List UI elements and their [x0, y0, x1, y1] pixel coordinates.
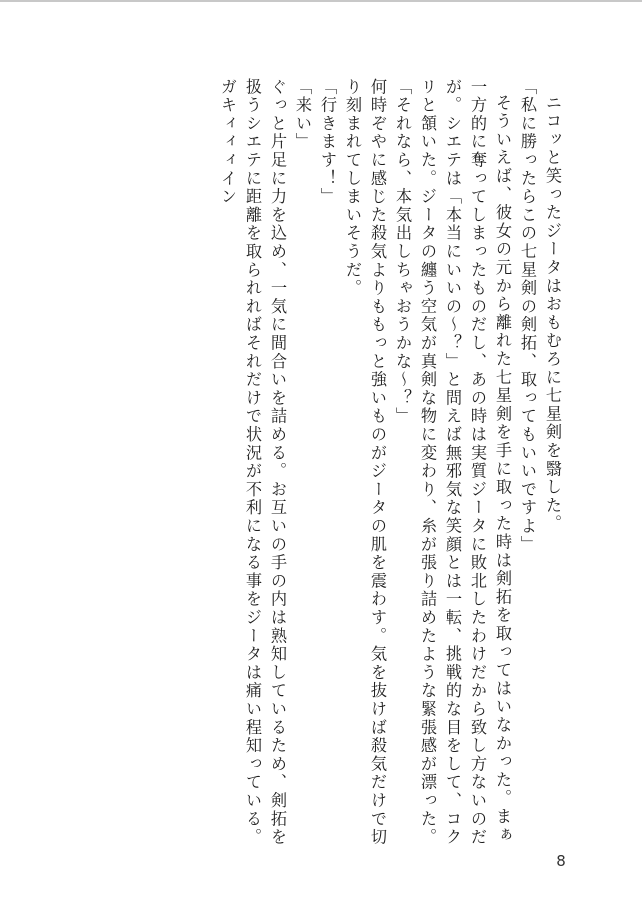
paragraph-8: ぐっと片足に力を込め、一気に間合いを詰める。お互いの手の内は熟知しているため、剣拓を扱うシエテに距離を取られればそれだけで状況が不利になる事をジータは痛い程知っている。 [243, 78, 287, 847]
top-border [0, 0, 642, 2]
page-number: 8 [556, 852, 566, 870]
paragraph-6: 「行きます！」 [318, 78, 337, 207]
paragraph-7: 「来い」 [293, 78, 312, 152]
paragraph-9: ガキィィィイン [218, 78, 237, 207]
paragraph-5: 何時ぞやに感じた殺気よりももっと強いものがジータの肌を震わす。気を抜けば殺気だけで切り刻まれてしまいそうだ。 [343, 78, 387, 847]
paragraph-2: 「私に勝ったらこの七星剣の剣拓、取ってもいいですよ」 [518, 78, 537, 554]
paragraph-1: ニコッと笑ったジータはおもむろに七星剣を翳した。 [543, 94, 562, 534]
paragraph-4: 「それなら、本気出しちゃおうかな〜？」 [393, 78, 412, 426]
paragraph-3: そういえば、彼女の元から離れた七星剣を手に取った時は剣拓を取ってはいなかった。まぁ一方的に奪ってしまったものだし、あの時は実質ジータに敗北したわけだから致し方ないのだが。シエテは「本当にいいの〜？」と問えば無邪気な笑顔とは一転、挑戦的な目をして、コクリと頷いた。ジータの纏う空気が真剣な物に変わり、糸が張り詰めたような緊張感が漂った。 [418, 78, 512, 847]
vertical-body-text [140, 78, 565, 848]
